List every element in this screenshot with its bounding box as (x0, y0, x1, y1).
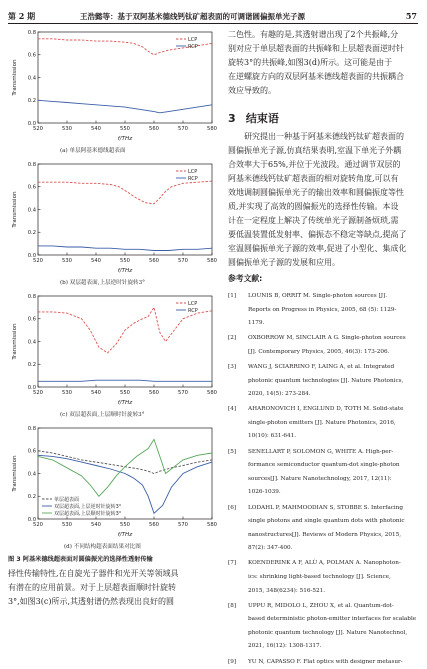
legend-label: RCP (188, 175, 198, 182)
x-tick-label: 570 (178, 126, 188, 132)
y-tick-label: 0.4 (27, 339, 36, 346)
right-top-paragraph (228, 28, 420, 98)
y-tick-label: 0.4 (27, 471, 36, 478)
y-axis-label: Transmission (12, 455, 18, 492)
reference-item (228, 403, 420, 444)
x-tick-label: 520 (33, 258, 43, 264)
section-title: 结束语 (245, 112, 279, 125)
x-tick-label: 520 (33, 390, 43, 396)
x-tick-label: 530 (62, 522, 72, 528)
text-line: 效地调制圆偏振单光子的输出效率和圆偏振度等性 (228, 188, 404, 197)
x-tick-label: 540 (91, 126, 101, 132)
y-tick-label: 0.4 (27, 75, 36, 82)
text-line: 阿基米德线钙钛矿超表面的相对旋转角度,可以有 (228, 174, 399, 183)
x-tick-label: 540 (91, 390, 101, 396)
figure-3 (8, 26, 220, 554)
series-line-2 (38, 246, 212, 251)
x-tick-label: 570 (178, 390, 188, 396)
x-tick-label: 550 (120, 390, 130, 396)
x-tick-label: 560 (149, 522, 159, 528)
text-line: 在逆螺旋方向的双层阿基米德线超表面的共振耦合 (228, 72, 404, 81)
reference-number: [8] (228, 602, 237, 609)
x-tick-label: 530 (62, 390, 72, 396)
x-tick-label: 570 (178, 522, 188, 528)
legend-label: 双层超表面,上层顺时针旋转3° (54, 510, 122, 517)
reference-line: [J]. Contemporary Physics, 2005, 46(3): 173-206. (248, 348, 390, 355)
series-line-3 (38, 439, 212, 496)
reference-item (228, 361, 420, 402)
reference-item (228, 446, 420, 500)
y-tick-label: 0.2 (27, 230, 36, 237)
y-tick-label: 0.6 (27, 448, 36, 455)
reference-number: [9] (228, 658, 237, 665)
legend-label: RCP (188, 307, 198, 314)
reference-item (228, 502, 420, 556)
text-line: 有潜在的应用前景。对于上层超表面顺时针旋转 (8, 583, 176, 592)
text-line: 二色性。有趣的是,其透射谱出现了2个共振峰,分 (228, 30, 399, 39)
text-line: 计在一定程度上解决了传统单光子源制备烦琐,需 (228, 216, 399, 225)
text-line: 旋转3°的共振峰,如图3(d)所示。这可能是由于 (228, 58, 393, 67)
text-line: 合效率大于65%,并位于光波段。通过调节双层的 (228, 160, 401, 169)
reference-item (228, 600, 420, 654)
legend-label: RCP (188, 43, 198, 50)
y-tick-label: 0.2 (27, 362, 36, 369)
series-line-1 (38, 181, 212, 204)
series-line-1 (38, 307, 212, 353)
y-tick-label: 0.2 (27, 494, 36, 501)
y-tick-label: 0.0 (27, 120, 36, 127)
x-tick-label: 530 (62, 126, 72, 132)
text-line: 择性传输特性,在自旋光子器件和光开关等领域具 (8, 569, 179, 578)
y-tick-label: 0.8 (27, 29, 36, 36)
y-tick-label: 0.0 (27, 384, 36, 391)
legend-label: 双层超表面,上层逆时针旋转3° (54, 503, 122, 510)
reference-item (228, 557, 420, 598)
x-axis-label: f/THz (117, 532, 133, 538)
legend-label: LCP (188, 168, 198, 175)
text-line: 效应导致的。 (228, 86, 276, 95)
x-tick-label: 540 (91, 258, 101, 264)
reference-number: [7] (228, 560, 237, 567)
reference-line: WANG J, SCIARRINO F, LAING A, et al. Integrated (248, 364, 395, 370)
subcaption-b: (b) 双层超表面,上层逆时针旋转3° (60, 280, 145, 286)
reference-line: YU N, CAPASSO F. Flat optics with designer metasur- (248, 658, 403, 665)
y-axis-label: Transmission (12, 191, 18, 228)
reference-item (228, 656, 420, 669)
x-axis-label: f/THz (117, 400, 133, 406)
reference-line: single photons and single quantum dots with photonic (248, 518, 405, 525)
reference-line: formance semiconductor quantum-dot single-photon (248, 462, 400, 469)
y-axis-label: Transmission (12, 59, 18, 96)
y-tick-label: 0.0 (27, 252, 36, 259)
header-rule (8, 23, 418, 24)
y-tick-label: 0.4 (27, 207, 36, 214)
left-body-text (8, 567, 216, 609)
reference-line: sources[J]. Nature Nanotechnology, 2017, 12(11): (248, 475, 392, 482)
x-tick-label: 550 (120, 126, 130, 132)
x-tick-label: 530 (62, 258, 72, 264)
text-line: 室温圆偏振单光子源的效率,促进了小型化、集成化 (228, 244, 407, 253)
y-tick-label: 0.2 (27, 98, 36, 105)
reference-line: 2015, 348(6234): 516-521. (248, 587, 326, 594)
reference-line: 1179. (248, 320, 265, 327)
reference-line: OXBORROW M, SINCLAIR A G. Single-photon sources (248, 335, 406, 342)
reference-item (228, 290, 420, 331)
chart-panel-a (8, 26, 220, 141)
running-title: 王浩懿等：基于双阿基米德线钙钛矿超表面的可调谐圆偏振单光子源 (80, 12, 305, 21)
text-line: 圆偏振单光子源,仿真结果表明,室温下单光子外耦 (228, 146, 402, 155)
page-number: 57 (405, 11, 417, 21)
series-line-2 (38, 380, 212, 381)
reference-line: LOUNIS B, ORRIT M. Single-photon sources [J]. (248, 293, 388, 299)
reference-item (228, 332, 420, 359)
section-number: 3 (228, 112, 236, 125)
reference-line: based deterministic photon-emitter interfaces for scalable (248, 616, 417, 623)
x-tick-label: 550 (120, 258, 130, 264)
text-line: 别对应于单层超表面的共振峰和上层超表面逆时针 (228, 44, 404, 53)
chart-panel-b (8, 158, 220, 273)
y-tick-label: 0.8 (27, 293, 36, 300)
reference-line: photonic quantum technology [J]. Nature Nanotechnol, (248, 629, 408, 636)
reference-line: photonic quantum technologies [J]. Nature Photonics, (248, 377, 404, 384)
reference-number: [4] (228, 406, 237, 413)
x-tick-label: 560 (149, 390, 159, 396)
text-line: 3°,如图3(c)所示,其透射谱仍然表现出良好的圆 (8, 597, 174, 606)
subcaption-a: (a) 单层阿基米德线超表面 (60, 148, 126, 154)
reference-number: [2] (228, 335, 237, 342)
x-axis-label: f/THz (117, 268, 133, 274)
chart-panel-c (8, 290, 220, 405)
text-line: 质,并实现了高效的圆偏振光的选择性传输。本设 (228, 202, 399, 211)
subcaption-c: (c) 双层超表面,上层顺时针旋转3° (60, 412, 145, 418)
x-tick-label: 580 (207, 522, 217, 528)
reference-line: 2021, 16(12): 1308-1317. (248, 643, 322, 650)
x-tick-label: 560 (149, 126, 159, 132)
y-tick-label: 0.6 (27, 52, 36, 59)
y-tick-label: 0.8 (27, 161, 36, 168)
legend-label: LCP (188, 300, 198, 307)
figure-caption: 图 3 阿基米德线超表面对圆偏振光的选择性透射传输 (8, 556, 153, 563)
reference-line: 87(2): 347-400. (248, 545, 293, 552)
reference-number: [1] (228, 293, 237, 299)
x-tick-label: 570 (178, 258, 188, 264)
text-line: 研究提出一种基于阿基米德线钙钛矿超表面的 (244, 132, 404, 141)
section-heading (228, 110, 279, 126)
reference-line: SENELLART P, SOLOMON G, WHITE A. High-per- (248, 448, 394, 455)
reference-line: LODAHL P, MAHMOODIAN S, STOBBE S. Interfacing (248, 504, 404, 511)
x-tick-label: 560 (149, 258, 159, 264)
series-line-1 (38, 36, 212, 55)
x-tick-label: 540 (91, 522, 101, 528)
y-tick-label: 0.6 (27, 316, 36, 323)
y-axis-label: Transmission (12, 323, 18, 360)
conclusion-paragraph (228, 130, 420, 270)
series-line-2 (38, 100, 212, 113)
x-tick-label: 520 (33, 522, 43, 528)
y-tick-label: 0.6 (27, 184, 36, 191)
reference-line: nanostructures[J]. Reviews of Modern Physics, 2015, (248, 531, 402, 538)
subcaption-d: (d) 不同结构超表面结果对比图 (64, 544, 141, 550)
chart-panel-d (8, 422, 220, 537)
x-tick-label: 580 (207, 126, 217, 132)
reference-number: [3] (228, 364, 237, 370)
reference-number: [6] (228, 504, 237, 511)
reference-line: 1026-1039. (248, 489, 281, 496)
x-tick-label: 580 (207, 390, 217, 396)
reference-line: 10(10): 631-641. (248, 433, 297, 440)
series-line-1 (38, 451, 212, 474)
x-tick-label: 580 (207, 258, 217, 264)
reference-line: UPPU R, MIDOLO L, ZHOU X, et al. Quantum-dot- (248, 602, 394, 609)
y-tick-label: 0.0 (27, 516, 36, 523)
reference-line: AHARONOVICH I, ENGLUND D, TOTH M. Solid-state (248, 406, 404, 413)
reference-line: KOENDERINK A F, ALÙ A, POLMAN A. Nanophoton- (248, 560, 401, 567)
legend-label: 单层超表面 (54, 496, 80, 503)
references-heading: 参考文献: (228, 274, 263, 283)
reference-line: Reports on Progress in Physics, 2005, 68 (5): 1129- (248, 306, 397, 313)
reference-line: ics: shrinking light-based technology [J]. Science, (248, 573, 391, 580)
text-line: 要低温装置低发射率、偏振态不稳定等缺点,提高了 (228, 230, 407, 239)
page-header (0, 0, 427, 22)
x-tick-label: 520 (33, 126, 43, 132)
reference-number: [5] (228, 448, 237, 455)
reference-line: single-photon emitters [J]. Nature Photonics, 2016, (248, 419, 396, 426)
reference-line: 2020, 14(5): 273-284. (248, 391, 311, 398)
x-axis-label: f/THz (117, 136, 133, 142)
right-column (228, 28, 420, 665)
y-tick-label: 0.8 (27, 425, 36, 432)
text-line: 圆偏振单光子源的发展和应用。 (228, 258, 340, 267)
legend-label: LCP (188, 36, 198, 43)
x-tick-label: 550 (120, 522, 130, 528)
issue-label: 第 2 期 (8, 11, 36, 21)
